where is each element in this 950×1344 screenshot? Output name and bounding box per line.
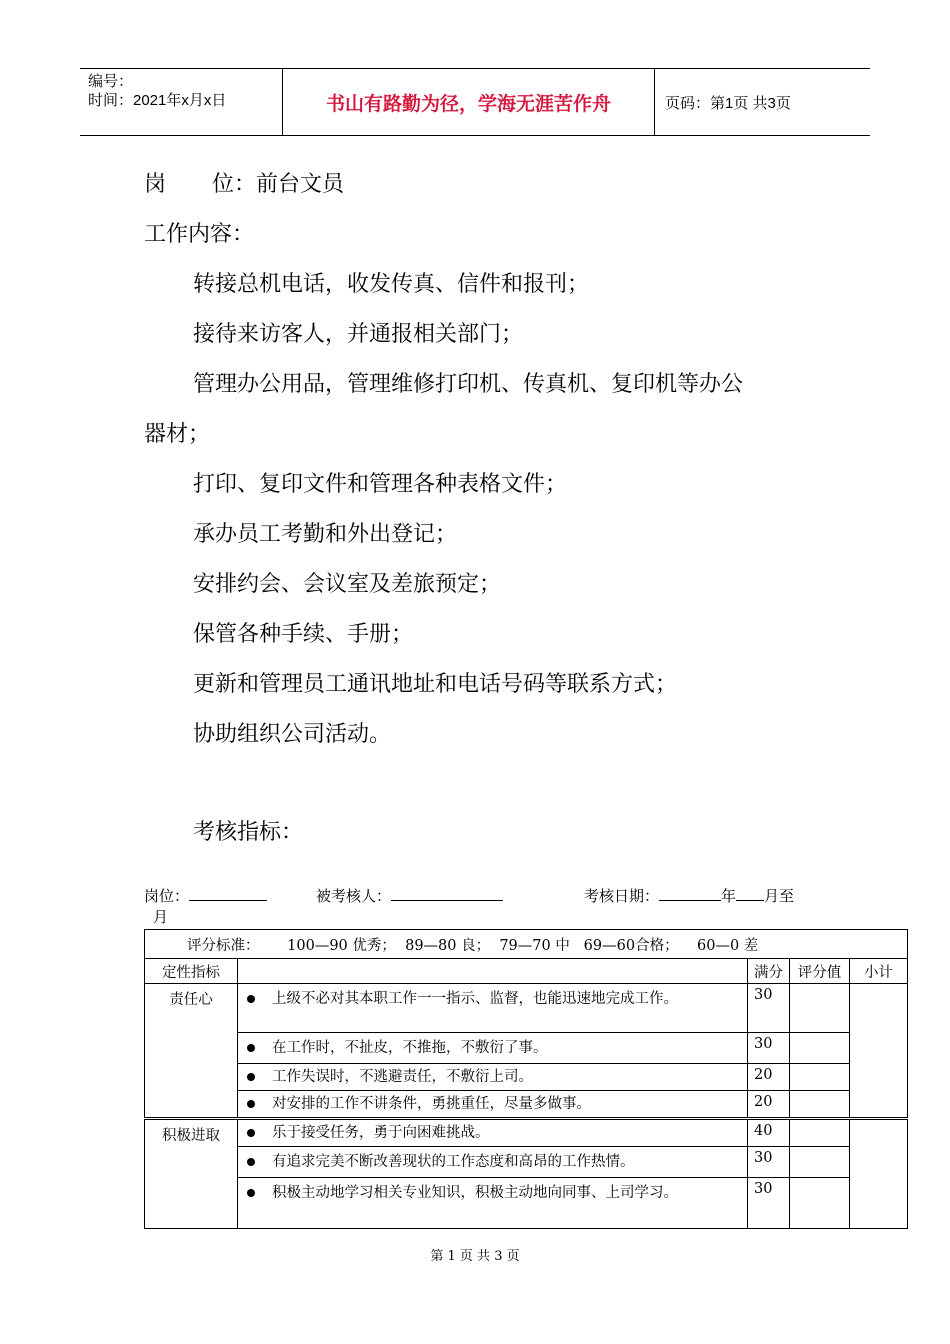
header-page-number: 页码：第1页 共3页 xyxy=(665,94,791,112)
kpi-label: 考核指标： xyxy=(193,820,304,845)
duty-item: 安排约会、会议室及差旅预定； xyxy=(193,572,502,597)
item-text: 积极主动地学习相关专业知识，积极主动地向同事、上司学习。 xyxy=(272,1185,678,1201)
full-score: 30 xyxy=(748,1033,790,1064)
item-text: 在工作时，不扯皮，不推拖，不敷衍了事。 xyxy=(272,1040,548,1056)
number-label: 编号： xyxy=(88,73,134,90)
col-header-subtotal: 小计 xyxy=(850,959,908,984)
form-person xyxy=(316,884,503,906)
item-text: 工作失误时，不逃避责任，不敷衍上司。 xyxy=(272,1069,533,1085)
form-date xyxy=(584,884,794,906)
duty-item: 转接总机电话，收发传真、信件和报刊； xyxy=(193,272,590,297)
bullet-icon xyxy=(247,1044,255,1052)
duty-item: 更新和管理员工通讯地址和电话号码等联系方式； xyxy=(193,672,678,697)
full-score: 20 xyxy=(748,1091,790,1119)
header-motto: 书山有路勤为径，学海无涯苦作舟 xyxy=(283,69,655,135)
year-blank[interactable] xyxy=(659,884,721,901)
work-content-label: 工作内容： xyxy=(144,222,255,247)
person-blank[interactable] xyxy=(391,884,503,901)
form-date-label: 考核日期： xyxy=(584,887,660,905)
duty-item: 器材； xyxy=(144,422,211,447)
form-position-label: 岗位： xyxy=(144,887,190,905)
full-score: 40 xyxy=(748,1119,790,1147)
form-person-label: 被考核人： xyxy=(316,887,392,905)
score-input-cell[interactable] xyxy=(790,1033,850,1064)
full-score: 30 xyxy=(748,1147,790,1178)
table-row xyxy=(145,1091,908,1119)
score-input-cell[interactable] xyxy=(790,1064,850,1091)
score-input-cell[interactable] xyxy=(790,1119,850,1147)
item-text: 上级不必对其本职工作一一指示、监督，也能迅速地完成工作。 xyxy=(272,991,678,1007)
bullet-icon xyxy=(247,1189,255,1197)
indicator-name: 责任心 xyxy=(145,984,238,1119)
table-row xyxy=(145,1064,908,1091)
table-row xyxy=(145,1119,908,1147)
score-input-cell[interactable] xyxy=(790,1178,850,1229)
year-label: 年 xyxy=(721,887,737,905)
full-score: 30 xyxy=(748,1178,790,1229)
date-label: 时间：2021年x月x日 xyxy=(88,92,227,109)
col-header-full-score: 满分 xyxy=(748,959,790,984)
form-line xyxy=(144,884,267,906)
full-score: 30 xyxy=(748,984,790,1033)
bullet-icon xyxy=(247,995,255,1003)
page-header xyxy=(80,68,870,136)
duty-item: 接待来访客人，并通报相关部门； xyxy=(193,322,524,347)
page-footer: 第 1 页 共 3 页 xyxy=(430,1249,520,1264)
bullet-icon xyxy=(247,1073,255,1081)
score-standard: 评分标准： 100—90 优秀； 89—80 良； 79—70 中 69—60合格； 60—0 差 xyxy=(145,930,908,959)
header-meta xyxy=(80,69,283,135)
position-label-b: 位：前台文员 xyxy=(212,172,345,197)
duty-item: 承办员工考勤和外出登记； xyxy=(193,522,458,547)
duty-item: 保管各种手续、手册； xyxy=(193,622,414,647)
position-blank[interactable] xyxy=(189,884,267,901)
form-month-label: 月 xyxy=(153,908,169,926)
table-row xyxy=(145,1147,908,1178)
bullet-icon xyxy=(247,1100,255,1108)
item-text: 对安排的工作不讲条件，勇挑重任，尽量多做事。 xyxy=(272,1096,591,1112)
month-blank[interactable] xyxy=(736,884,764,901)
month-to-label: 月至 xyxy=(764,887,795,905)
indicator-name: 积极进取 xyxy=(145,1119,238,1229)
table-row xyxy=(145,984,908,1033)
table-row xyxy=(145,1033,908,1064)
subtotal-cell[interactable] xyxy=(850,984,908,1119)
position-label-a: 岗 xyxy=(144,172,167,197)
item-text: 有追求完美不断改善现状的工作态度和高昂的工作热情。 xyxy=(272,1154,635,1170)
col-header-score-value: 评分值 xyxy=(790,959,850,984)
score-table xyxy=(144,929,908,1229)
col-header-indicator: 定性指标 xyxy=(145,959,238,984)
table-row xyxy=(145,1178,908,1229)
item-text: 乐于接受任务，勇于向困难挑战。 xyxy=(272,1125,490,1141)
duty-item: 管理办公用品，管理维修打印机、传真机、复印机等办公 xyxy=(193,372,744,397)
score-input-cell[interactable] xyxy=(790,1091,850,1119)
score-input-cell[interactable] xyxy=(790,984,850,1033)
bullet-icon xyxy=(247,1129,255,1137)
full-score: 20 xyxy=(748,1064,790,1091)
position-line xyxy=(144,171,344,199)
subtotal-cell[interactable] xyxy=(850,1119,908,1229)
duty-item: 协助组织公司活动。 xyxy=(193,722,392,747)
bullet-icon xyxy=(247,1158,255,1166)
col-header-content xyxy=(238,959,748,984)
score-input-cell[interactable] xyxy=(790,1147,850,1178)
duty-item: 打印、复印文件和管理各种表格文件； xyxy=(193,472,568,497)
